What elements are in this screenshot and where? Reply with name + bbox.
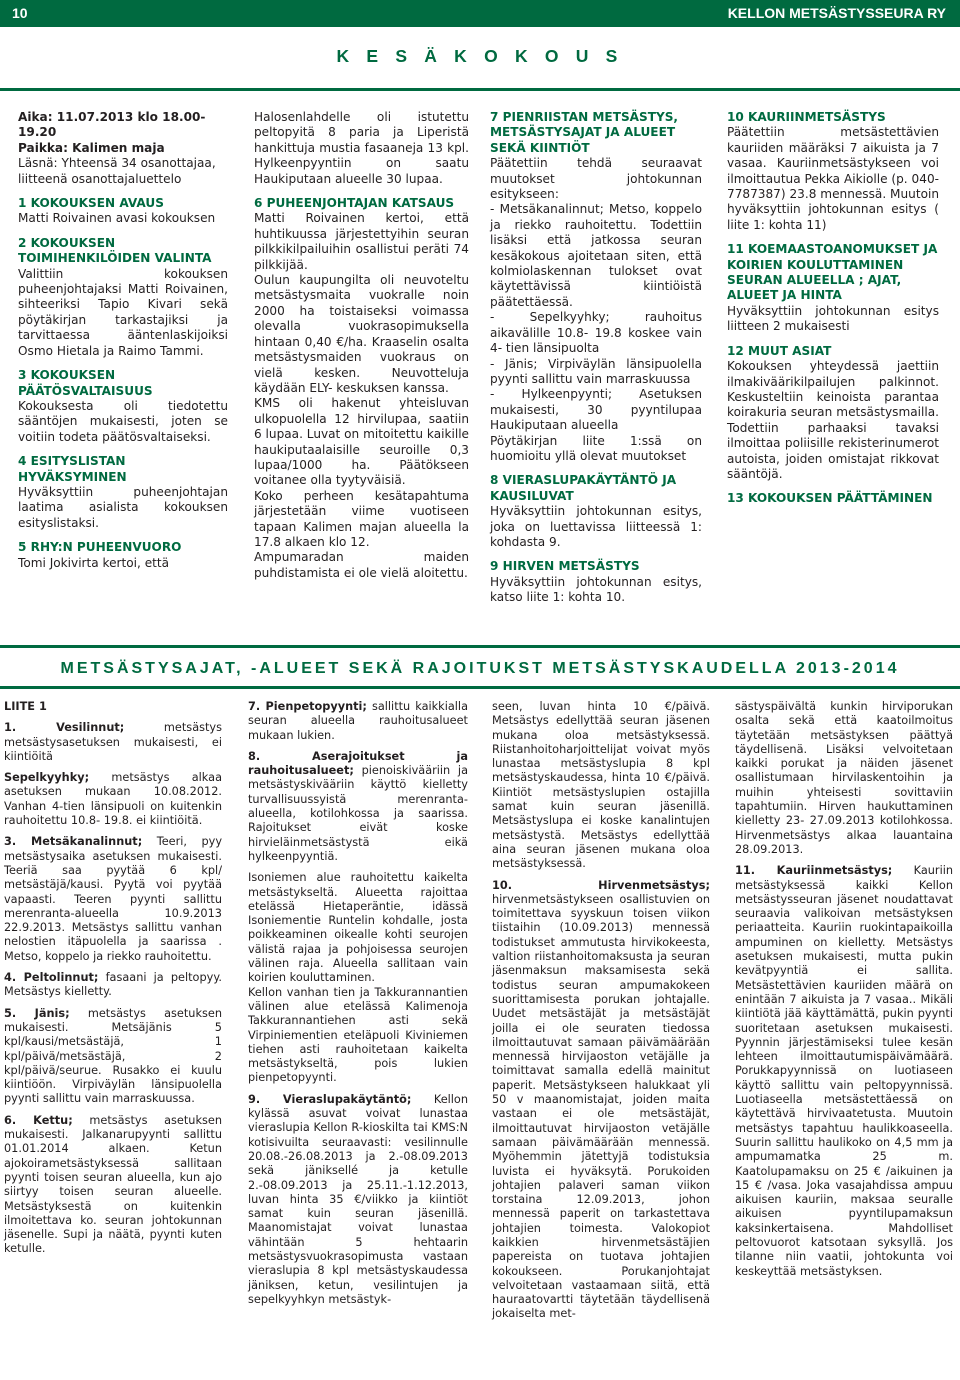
section-divider [0,686,960,689]
section-text: - Metsäkanalinnut; Metso, koppelo ja riekko rauhoitettu. Todettiin lisäksi että jatkossa seuran kesäkokous ajoitetaan siten, että kolmiolaskennan tulokset ovat käytettävissä kiintiöistä päätettäessä. [490,202,702,309]
section-heading: 5 RHY:N PUHEENVUORO [18,540,182,555]
section-heading: 6 PUHEENJOHTAJAN KATSAUS [254,196,455,211]
section-text: KMS oli hakenut yhteisluvan ulkopuolella 12 hirvilupaa, saatiin 6 lupaa. Luvat on mitoitettu kaikille haukiputaalaisille seuroille 0,3 lupaa/1000 ha. Päätökseen voitanee olla tyytyväisiä. [254,396,469,488]
item-text: sästyspäivältä kunkin hirviporukan osalta sekä että kaatoilmoitus täytetään metsästyksen päättyä täydellisenä. Lisäksi velvoitetaan kaikki porukat ja näiden jäsenet osallistumaan hirvilaskentoihin ja muihin yhteisesti sovittaviin tapahtumiin. Hirven haukuttaminen kielletty 23- 27.09.2013 kotilohkossa. Hirvenmetsästys alkaa lauantaina 28.09.2013. [735,700,953,856]
item-text: Kauriin metsästyksessä kaikki Kellon metsästysseuran jäsenet noudattavat seuraavia valikoivan metsästyksen periaatteita. Kauriin ruokintapaikoilla ampuminen on kielletty. Metsästys asetuksen mukaisesti, mutta pukin kevätpyyntiä ei sallita. Metsästettävien kauriiden määrä on enintään 7 aikuista ja 7 vasaa.. Mikäli kiintiötä jää käyttämättä, pukin pyynti suoritetaan asetuksen mukaisesti. Pyynnin järjestämiseksi tulee kesän lehteen ilmoittautumispäivämäärä. Porukkapyynnissä on luotiaseen käyttö sallittu vain peltopyynnissä. Luotiaseella metsästettäessä on käytettävä hirvivaatetusta. Muutoin metsästys tapahtuu haulikkoaseella. Suurin sallittu haulikoko on 4,5 mm ja ampumamatka 25 m. Kaatolupamaksu on 25 € /aikuinen ja 15 € /vasa. Joka vasajahdissa ampuu aikuisen kauriin, maksaa seuralle aikuisen pyyntilupamaksun kaksinkertaisena. Mahdolliset peltovuorot katsotaan syksyllä. Jos tilanne niin vaatii, johtokunta voi keskeyttää metsästyksen. [735,864,954,1278]
page-number: 10 [12,5,28,21]
section-heading: 10 KAURIINMETSÄSTYS [727,110,886,124]
item-heading: 5. Jänis; [4,1006,70,1020]
section-heading: 2 KOKOUKSEN TOIMIHENKILÖIDEN VALINTA [18,235,212,266]
section-text: - Jänis; Virpiväylän länsipuolella pyynti sallittu vain marraskuussa [490,356,702,386]
item-text: hirvenmetsästykseen osallistuvien on toimitettava syyskuun toisen viikon tiistaihin (10.09.2013) mennessä todistukset ammutusta hirvikokeesta, valtion riistanhoitomaksusta ja seuran jäsenmaksun maksamisesta sekä todistus seuran ampumakokeen suorittamisesta porukan johtajalle. Uudet metsästäjät ja metsästäjät joilla ei ole seuraten tiedossa ilmoittautuvat samaan päivämäärään mennessä hirvijaoston vetäjälle ja toimittavat samalla edellä mainitut paperit. Metsästykseen halukkaat yli 50 v maanomistajat, joiden maita vastaan ei ole metsästäjät, ilmoittautuvat hirvijaoston vetäjälle samaan päivämäärään mennessä. Myöhemmin jätettyjä todistuksia luvista ei hyväksytä. Porukoiden johtajien palaveri saman viikon torstaina 12.09.2013, johon mennessä paperit on tarkastettava johtajien toimesta. Valokopiot kaikkien hirvenmetsästäjien papereista on tuotava johtajien kokoukseen. Porukanjohtajat velvoitetaan vastaamaan siitä, että hauraatovartti täytetään täydellisenä jokaiselta met- [492,892,710,1321]
section-text: Kokouksen yhteydessä jaettiin ilmakiväärikilpailujen palkinnot. Keskusteltiin keinoista parantaa koirakuria seuran metsästysmailla. Todettiin parhaaksi tavaksi ilmoittaa poliisille rekisterinumerot autoista, joiden omistajat rikkovat sääntöjä. [727,359,939,481]
item-heading: 11. Kauriinmetsästys; [735,864,893,878]
item-text: fasaani ja peltopyy. Metsästys kielletty. [4,971,222,999]
item-text: Isoniemen alue rauhoitettu kaikelta metsästykseltä. Alueetta rajoittaa etelässä Hietaperäntie, idässä Isoniementie Runtelin kohdalle, josta poikkeaminen oikealle kohti seurojen välistä rajaa ja pohjoisessa seurojen välinen raja. Alueella sallitaan vain koirien kouluttaminen. [248,871,468,985]
section-text: Ampumaradan maiden puhdistamista ei ole vielä aloitettu. [254,550,469,580]
meeting-place: Paikka: Kalimen maja [18,140,165,155]
seasons-column-1 [4,700,222,1257]
seasons-column-3 [492,700,710,1322]
section-text: - Sepelkyyhky; rauhoitus aikavälille 10.8- 19.8 koskee vain 4- tien länsipuolta [490,310,702,356]
section-text: Koko perheen kesätapahtuma järjestetään viime vuotiseen tapaan Kalimen majan alueella la 17.8 alkaen klo 12. [254,488,469,549]
item-text: pienoiskivääriin ja metsästyskivääriin käyttö kielletty turvallisuussyistä merenranta-alueella, kotilohkossa ja saarissa. Rajoitukset eivät koske hirvieläinmetsästystä eikä hylkeenpyyntiä. [248,764,468,863]
section-heading: 1 KOKOUKSEN AVAUS [18,196,164,211]
minutes-column-4 [727,110,939,507]
item-text: metsästys alkaa asetuksen mukaan 10.08.2012. Vanhan 4-tien länsipuoli on kuitenkin rauhoitettu 10.8- 19.8. ei kiintiöitä. [4,771,222,828]
minutes-column-2 [254,110,469,581]
item-text: metsästys asetuksen mukaisesti. Metsäjänis 5 kpl/kausi/metsästäjä, 1 kpl/päivä/metsästäjä, 2 kpl/päivä/seurue. Rusakko ei kuulu kiintiöön. Virpiväylän länsipuolella pyynti sallittu vain marraskuussa. [4,1006,222,1106]
meeting-attendance: Läsnä: Yhteensä 34 osanottajaa, liitteenä osanottajaluettelo [18,156,216,186]
section-text: Pöytäkirjan liite 1:ssä on huomioitu yllä olevat muutokset [490,433,702,463]
item-heading: 4. Peltolinnut; [4,971,99,985]
section-text: Matti Roivainen avasi kokouksen [18,211,216,226]
section-text: - Hylkeenpyynti; Asetuksen mukaisesti, 30 pyyntilupaa Haukiputaan alueella [490,387,702,433]
section-text: Kokouksesta oli tiedotettu sääntöjen mukaisesti, joten se voitiin todeta päätösvaltaiseksi. [18,398,228,444]
item-text: seen, luvan hinta 10 €/päivä. Metsästys edellyttää seuran jäsenen mukana oloa metsästyksessä. Riistanhoitoharjoittelijat voivat myös lunastaa metsästyslupia 8 kpl metsästyskaudessa, hinta 10 €/päivä. Kiintiöt metsästyslupien ostajilla samat kuin seuran jäsenillä. Metsästyslupa ei koske kanalintujen metsästystä. Metsästys edellyttää aina seuran jäsenen mukana oloa metsästyksessä. [492,700,710,871]
item-heading: 9. Vieraslupakäytäntö; [248,1092,412,1106]
section-text: Hyväksyttiin puheenjohtajan laatima asialista kokouksen esityslistaksi. [18,484,228,530]
section-text: Hyväksyttiin johtokunnan esitys, katso liite 1: kohta 10. [490,574,702,605]
item-heading: Sepelkyyhky; [4,771,90,785]
minutes-column-1 [18,110,228,571]
section-heading: 4 ESITYSLISTAN HYVÄKSYMINEN [18,454,127,484]
section-heading: 11 KOEMAASTOANOMUKSET JA KOIRIEN KOULUTTAMINEN SEURAN ALUEELLA ; AJAT, ALUEET JA HINTA [727,242,938,303]
item-heading: 8. Aserajoitukset ja rauhoitusalueet; [248,749,468,778]
section-text: Valittiin kokouksen puheenjohtajaksi Matti Roivainen, sihteeriksi Tapio Kivari sekä pöytäkirjan tarkastajiksi ja tarvittaessa ääntenlaskijoiksi Osmo Hietala ja Raimo Tammi. [18,266,228,358]
meeting-time: Aika: 11.07.2013 klo 18.00-19.20 [18,110,206,140]
item-heading: 6. Kettu; [4,1113,73,1127]
seasons-column-4 [735,700,953,1279]
meeting-title: K E S Ä K O K O U S [336,46,624,66]
item-heading: 10. Hirvenmetsästys; [492,878,710,892]
item-heading: 1. Vesilinnut; [4,721,125,735]
attachment-label: LIITE 1 [4,700,47,713]
item-text: Teeri, pyy metsästysaika asetuksen mukaisesti. Teeriä saa pyytää 6 kpl/ metsästäjä/kausi. Pyytä voi pyytää vapaasti. Teeren pyynti sallittu merenranta-alueella 10.9.2013 22.9.2013. Metsästys sallittu vanhan nelostien itäpuolella ja saarissa . Metso, koppelo ja riekko rauhoitettu. [4,835,223,963]
seasons-title: METSÄSTYSAJAT, -ALUEET SEKÄ RAJOITUKST METSÄSTYSKAUDELLA 2013-2014 [60,660,900,677]
section-text: Tomi Jokivirta kertoi, että [18,555,170,570]
section-text: Hyväksyttiin johtokunnan esitys, joka on luettavissa liitteessä 1: kohdasta 9. [490,504,702,549]
section-text: Päätettiin tehdä seuraavat muutokset johtokunnan esitykseen: [490,156,702,202]
item-text: Kellon kylässä asuvat voivat lunastaa vieraslupia Kellon R-kioskilta tai KMS:N kotisivuilta seuraavasti: vesilinnulle 20.08.-26.08.2013 ja 2.-08.09.2013 sekä jäniksellé ja ketulle 2.-08.09.2013 ja 25.11.-1.12.2013, luvan hinta 35 €/viikko ja kiintiöt samat kuin seuran jäsenillä. Maanomistajat voivat lunastaa vähintään 5 hehtaarin metsästysvuokrasopimusta vastaan vieraslupia 8 kpl metsästyskaudessa jäniksen, ketun, vesilintujen ja sepelkyyhkyn metsästyk- [248,1092,468,1306]
page-header-bar [0,0,960,27]
section-heading: 8 VIERASLUPAKÄYTÄNTÖ JA KAUSILUVAT [490,473,677,503]
section-heading: 9 HIRVEN METSÄSTYS [490,559,640,574]
minutes-column-3 [490,110,702,606]
section-divider [0,645,960,648]
section-heading: 7 PIENRIISTAN METSÄSTYS, METSÄSTYSAJAT JA ALUEET SEKÄ KIINTIÖT [490,110,679,155]
section-text: Hyväksyttiin johtokunnan esitys liitteen 2 mukaisesti [727,303,939,334]
section-heading: 13 KOKOUKSEN PÄÄTTÄMINEN [727,491,933,506]
section-text: Oulun kaupungilta oli neuvoteltu metsästysmaita vuokralle noin 2000 ha toistaiseksi voimassa olevalla vuokrasopimuksella hintaan 0,40 €/ha. Kraaselin osalta metsästysmaiden vuokraus on vielä kesken. Neuvotteluja käydään ELY- keskuksen kanssa. [254,273,469,395]
section-heading: 12 MUUT ASIAT [727,343,832,358]
section-heading: 3 KOKOUKSEN PÄÄTÖSVALTAISUUS [18,368,153,398]
item-text: metsästys metsästysasetuksen mukaisesti, ei kiintiöitä [4,721,222,763]
item-heading: 7. Pienpetopyynti; [248,700,367,713]
organization-name: KELLON METSÄSTYSSEURA RY [727,5,946,21]
section-text: Matti Roivainen kertoi, että huhtikuussa järjestettyihin seuran pilkkikilpailuihin osallistui peräti 74 pilkkijää. [254,211,469,272]
section-text: Halosenlahdelle oli istutettu peltopyitä 8 paria ja Liperistä hankittuja mustia fasaaneja 13 kpl. Hylkeenpyyntiin on saatu Haukiputaan alueelle 30 lupaa. [254,110,469,186]
seasons-column-2 [248,700,468,1307]
item-heading: 3. Metsäkanalinnut; [4,835,143,849]
item-text: metsästys asetuksen mukaisesti. Jalkanarupyynti sallittu 01.01.2014 alkaen. Ketun ajokoirametsästyksessä sallitaan pyynti toisen seuran alueella, kun ajo siirtyy toisen seuran alueelle. Metsästyksestä on kuitenkin ilmoitettava ko. seuran johtokunnan jäsenelle. Supi ja näätä, pyynti kuten ketulle. [4,1113,222,1256]
item-text: Kellon vanhan tien ja Takkurannantien välinen alue etelässä Kalimenoja Takkurannantiehen asti sekä Virpiniementien eteläpuoli Kiviniemen tiehen asti rauhoitetaan kaikelta metsästykseltä, pois lukien pienpetopyynti. [248,985,468,1085]
section-divider [0,88,960,91]
section-text: Päätettiin metsästettävien kauriiden määräksi 7 aikuista ja 7 vasaa. Kauriinmetsästykseen voi ilmoittautua Pekka Aikiolle (p. 040-7787387) 23.8 mennessä. Muutoin hyväksyttiin johtokunnan esitys ( liite 1: kohta 11) [727,125,939,232]
item-text: sallittu kaikkialla seuran alueella rauhoitusalueet mukaan lukien. [248,700,468,742]
